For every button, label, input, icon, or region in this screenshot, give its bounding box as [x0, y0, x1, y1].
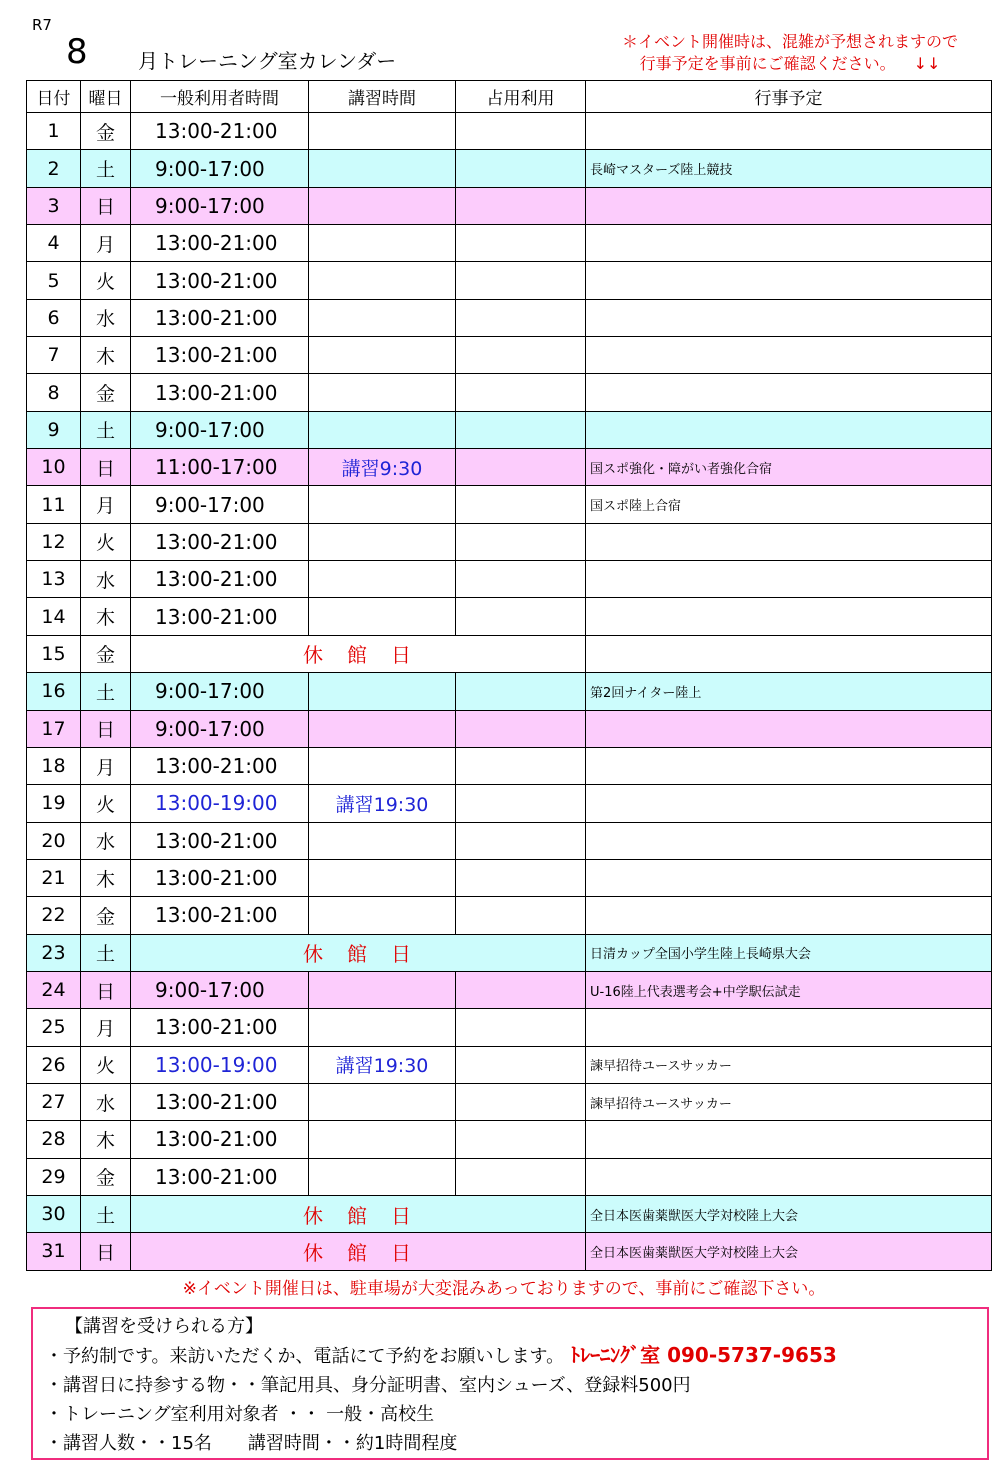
occupancy-cell [456, 598, 586, 635]
date-cell: 26 [27, 1046, 81, 1083]
header-date: 日付 [27, 81, 81, 113]
weekday-cell: 月 [81, 1009, 131, 1046]
occupancy-cell [456, 411, 586, 448]
lecture-time-cell [309, 859, 456, 896]
occupancy-cell [456, 1121, 586, 1158]
general-hours-cell: 13:00-21:00 [131, 598, 309, 635]
event-cell [586, 785, 992, 822]
lecture-time-cell [309, 561, 456, 598]
weekday-cell: 金 [81, 113, 131, 150]
table-row [27, 187, 992, 224]
date-cell: 31 [27, 1233, 81, 1270]
occupancy-cell [456, 113, 586, 150]
date-cell: 4 [27, 225, 81, 262]
event-cell [586, 822, 992, 859]
table-row [27, 561, 992, 598]
occupancy-cell [456, 150, 586, 187]
event-cell [586, 710, 992, 747]
general-hours-cell: 13:00-21:00 [131, 299, 309, 336]
table-row [27, 785, 992, 822]
event-cell: U-16陸上代表選考会+中学駅伝試走 [586, 971, 992, 1008]
closed-day-cell: 休 館 日 [131, 1233, 586, 1270]
weekday-cell: 日 [81, 971, 131, 1008]
occupancy-cell [456, 1083, 586, 1120]
event-cell [586, 411, 992, 448]
occupancy-cell [456, 785, 586, 822]
event-cell: 日清カップ全国小学生陸上長崎県大会 [586, 934, 992, 971]
occupancy-cell [456, 187, 586, 224]
weekday-cell: 木 [81, 598, 131, 635]
occupancy-cell [456, 1009, 586, 1046]
weekday-cell: 日 [81, 449, 131, 486]
date-cell: 1 [27, 113, 81, 150]
event-cell: 国スポ陸上合宿 [586, 486, 992, 523]
date-cell: 2 [27, 150, 81, 187]
date-cell: 15 [27, 635, 81, 672]
general-hours-cell: 13:00-21:00 [131, 1158, 309, 1195]
date-cell: 16 [27, 673, 81, 710]
occupancy-cell [456, 374, 586, 411]
lecture-time-cell [309, 299, 456, 336]
table-row [27, 262, 992, 299]
calendar-table [26, 80, 992, 1271]
header-lecture-time: 講習時間 [309, 81, 456, 113]
date-cell: 29 [27, 1158, 81, 1195]
weekday-cell: 土 [81, 934, 131, 971]
occupancy-cell [456, 859, 586, 896]
date-cell: 23 [27, 934, 81, 971]
lecture-time-cell [309, 262, 456, 299]
general-hours-cell: 13:00-19:00 [131, 785, 309, 822]
table-row [27, 747, 992, 784]
table-row [27, 486, 992, 523]
table-row [27, 822, 992, 859]
lecture-time-cell [309, 673, 456, 710]
weekday-cell: 火 [81, 523, 131, 560]
date-cell: 5 [27, 262, 81, 299]
general-hours-cell: 13:00-21:00 [131, 374, 309, 411]
date-cell: 19 [27, 785, 81, 822]
event-cell [586, 1158, 992, 1195]
weekday-cell: 木 [81, 1121, 131, 1158]
lecture-time-cell: 講習19:30 [309, 1046, 456, 1083]
table-row [27, 934, 992, 971]
general-hours-cell: 9:00-17:00 [131, 187, 309, 224]
date-cell: 13 [27, 561, 81, 598]
lecture-time-cell [309, 598, 456, 635]
weekday-cell: 土 [81, 673, 131, 710]
date-cell: 6 [27, 299, 81, 336]
general-hours-cell: 9:00-17:00 [131, 971, 309, 1008]
era-label: R7 [32, 16, 52, 34]
event-cell: 国スポ強化・障がい者強化合宿 [586, 449, 992, 486]
page-title: 月トレーニング室カレンダー [138, 49, 397, 73]
lecture-time-cell [309, 1083, 456, 1120]
general-hours-cell: 9:00-17:00 [131, 710, 309, 747]
event-cell [586, 1009, 992, 1046]
occupancy-cell [456, 523, 586, 560]
event-cell: 全日本医歯薬獣医大学対校陸上大会 [586, 1233, 992, 1270]
parking-notice: ※イベント開催日は、駐車場が大変混みあっておりますので、事前にご確認下さい。 [182, 1279, 826, 1299]
header-weekday: 曜日 [81, 81, 131, 113]
header-events: 行事予定 [586, 81, 992, 113]
table-row [27, 1121, 992, 1158]
lecture-time-cell [309, 486, 456, 523]
occupancy-cell [456, 710, 586, 747]
weekday-cell: 土 [81, 150, 131, 187]
lecture-time-cell [309, 150, 456, 187]
weekday-cell: 土 [81, 411, 131, 448]
table-row [27, 710, 992, 747]
closed-day-cell: 休 館 日 [131, 1195, 586, 1232]
weekday-cell: 土 [81, 1195, 131, 1232]
table-row [27, 337, 992, 374]
table-row [27, 897, 992, 934]
lecture-time-cell [309, 337, 456, 374]
event-cell [586, 374, 992, 411]
weekday-cell: 金 [81, 1158, 131, 1195]
date-cell: 22 [27, 897, 81, 934]
closed-day-cell: 休 館 日 [131, 635, 586, 672]
event-cell [586, 187, 992, 224]
date-cell: 27 [27, 1083, 81, 1120]
lecture-time-cell [309, 187, 456, 224]
date-cell: 25 [27, 1009, 81, 1046]
event-cell [586, 299, 992, 336]
event-notice-line1: ＊イベント開催時は、混雑が予想されますので [621, 32, 958, 51]
lecture-time-cell [309, 225, 456, 262]
weekday-cell: 金 [81, 374, 131, 411]
weekday-cell: 月 [81, 225, 131, 262]
date-cell: 10 [27, 449, 81, 486]
lecture-time-cell [309, 374, 456, 411]
occupancy-cell [456, 337, 586, 374]
lecture-info-heading: 【講習を受けられる方】 [65, 1316, 263, 1337]
event-cell: 諫早招待ユースサッカー [586, 1083, 992, 1120]
calendar-header-row [27, 81, 992, 113]
event-cell [586, 225, 992, 262]
event-cell [586, 337, 992, 374]
date-cell: 20 [27, 822, 81, 859]
capacity-line: ・講習人数・・15名 講習時間・・約1時間程度 [45, 1433, 458, 1454]
occupancy-cell [456, 299, 586, 336]
general-hours-cell: 13:00-21:00 [131, 337, 309, 374]
general-hours-cell: 9:00-17:00 [131, 673, 309, 710]
table-row [27, 374, 992, 411]
event-cell: 全日本医歯薬獣医大学対校陸上大会 [586, 1195, 992, 1232]
table-row [27, 635, 992, 672]
down-arrows-icon: ↓↓ [913, 54, 941, 73]
event-cell [586, 561, 992, 598]
lecture-time-cell [309, 1009, 456, 1046]
date-cell: 9 [27, 411, 81, 448]
date-cell: 18 [27, 747, 81, 784]
lecture-time-cell [309, 897, 456, 934]
table-row [27, 1158, 992, 1195]
table-row [27, 523, 992, 560]
occupancy-cell [456, 486, 586, 523]
weekday-cell: 木 [81, 337, 131, 374]
general-hours-cell: 13:00-21:00 [131, 859, 309, 896]
closed-day-cell: 休 館 日 [131, 934, 586, 971]
weekday-cell: 木 [81, 859, 131, 896]
event-cell [586, 747, 992, 784]
general-hours-cell: 13:00-21:00 [131, 561, 309, 598]
lecture-time-cell [309, 1121, 456, 1158]
event-cell [586, 897, 992, 934]
table-row [27, 598, 992, 635]
items-to-bring-line: ・講習日に持参する物・・筆記用具、身分証明書、室内シューズ、登録料500円 [45, 1375, 691, 1396]
occupancy-cell [456, 262, 586, 299]
general-hours-cell: 9:00-17:00 [131, 411, 309, 448]
lecture-info-box [31, 1307, 989, 1460]
calendar-body [27, 113, 992, 1271]
weekday-cell: 火 [81, 1046, 131, 1083]
date-cell: 24 [27, 971, 81, 1008]
date-cell: 3 [27, 187, 81, 224]
event-notice [580, 31, 1000, 75]
weekday-cell: 月 [81, 747, 131, 784]
date-cell: 28 [27, 1121, 81, 1158]
event-cell [586, 1121, 992, 1158]
general-hours-cell: 13:00-21:00 [131, 113, 309, 150]
general-hours-cell: 13:00-21:00 [131, 1009, 309, 1046]
lecture-time-cell [309, 822, 456, 859]
weekday-cell: 日 [81, 710, 131, 747]
lecture-time-cell [309, 971, 456, 1008]
general-hours-cell: 13:00-21:00 [131, 822, 309, 859]
table-row [27, 1195, 992, 1232]
event-cell: 長崎マスターズ陸上競技 [586, 150, 992, 187]
eligibility-line: ・トレーニング室利用対象者 ・・ 一般・高校生 [45, 1404, 435, 1425]
lecture-time-cell [309, 1158, 456, 1195]
table-row [27, 225, 992, 262]
lecture-time-cell [309, 523, 456, 560]
lecture-time-cell [309, 710, 456, 747]
occupancy-cell [456, 971, 586, 1008]
date-cell: 14 [27, 598, 81, 635]
weekday-cell: 水 [81, 822, 131, 859]
table-row [27, 971, 992, 1008]
occupancy-cell [456, 897, 586, 934]
weekday-cell: 火 [81, 262, 131, 299]
event-cell [586, 523, 992, 560]
table-row [27, 299, 992, 336]
general-hours-cell: 9:00-17:00 [131, 150, 309, 187]
reservation-line: ・予約制です。来訪いただくか、電話にて予約をお願いします。 ﾄﾚｰﾆﾝｸﾞ室 090-5737-9653 [45, 1343, 837, 1367]
lecture-time-cell [309, 411, 456, 448]
date-cell: 12 [27, 523, 81, 560]
lecture-time-cell: 講習9:30 [309, 449, 456, 486]
lecture-time-cell [309, 113, 456, 150]
date-cell: 7 [27, 337, 81, 374]
general-hours-cell: 13:00-21:00 [131, 262, 309, 299]
table-row [27, 1083, 992, 1120]
weekday-cell: 火 [81, 785, 131, 822]
general-hours-cell: 13:00-21:00 [131, 225, 309, 262]
general-hours-cell: 13:00-21:00 [131, 1083, 309, 1120]
general-hours-cell: 13:00-21:00 [131, 747, 309, 784]
date-cell: 17 [27, 710, 81, 747]
month-number: 8 [66, 32, 88, 72]
event-cell [586, 635, 992, 672]
date-cell: 8 [27, 374, 81, 411]
event-cell: 諫早招待ユースサッカー [586, 1046, 992, 1083]
event-cell [586, 262, 992, 299]
weekday-cell: 水 [81, 299, 131, 336]
date-cell: 30 [27, 1195, 81, 1232]
phone-contact: ﾄﾚｰﾆﾝｸﾞ室 090-5737-9653 [570, 1343, 837, 1367]
general-hours-cell: 13:00-19:00 [131, 1046, 309, 1083]
weekday-cell: 月 [81, 486, 131, 523]
occupancy-cell [456, 1158, 586, 1195]
general-hours-cell: 11:00-17:00 [131, 449, 309, 486]
table-row [27, 1046, 992, 1083]
occupancy-cell [456, 673, 586, 710]
event-cell [586, 598, 992, 635]
date-cell: 21 [27, 859, 81, 896]
table-row [27, 449, 992, 486]
event-cell: 第2回ナイター陸上 [586, 673, 992, 710]
date-cell: 11 [27, 486, 81, 523]
event-notice-line2: 行事予定を事前にご確認ください。 ↓↓ [639, 54, 941, 73]
table-row [27, 1233, 992, 1270]
weekday-cell: 日 [81, 187, 131, 224]
occupancy-cell [456, 225, 586, 262]
table-row [27, 411, 992, 448]
general-hours-cell: 13:00-21:00 [131, 1121, 309, 1158]
header-general-hours: 一般利用者時間 [131, 81, 309, 113]
weekday-cell: 水 [81, 561, 131, 598]
weekday-cell: 水 [81, 1083, 131, 1120]
lecture-time-cell [309, 747, 456, 784]
weekday-cell: 金 [81, 897, 131, 934]
table-row [27, 673, 992, 710]
event-cell [586, 113, 992, 150]
occupancy-cell [456, 747, 586, 784]
weekday-cell: 金 [81, 635, 131, 672]
general-hours-cell: 9:00-17:00 [131, 486, 309, 523]
table-row [27, 1009, 992, 1046]
lecture-time-cell: 講習19:30 [309, 785, 456, 822]
event-cell [586, 859, 992, 896]
general-hours-cell: 13:00-21:00 [131, 523, 309, 560]
occupancy-cell [456, 822, 586, 859]
occupancy-cell [456, 1046, 586, 1083]
table-row [27, 150, 992, 187]
table-row [27, 859, 992, 896]
occupancy-cell [456, 561, 586, 598]
header-occupancy: 占用利用 [456, 81, 586, 113]
table-row [27, 113, 992, 150]
general-hours-cell: 13:00-21:00 [131, 897, 309, 934]
occupancy-cell [456, 449, 586, 486]
weekday-cell: 日 [81, 1233, 131, 1270]
